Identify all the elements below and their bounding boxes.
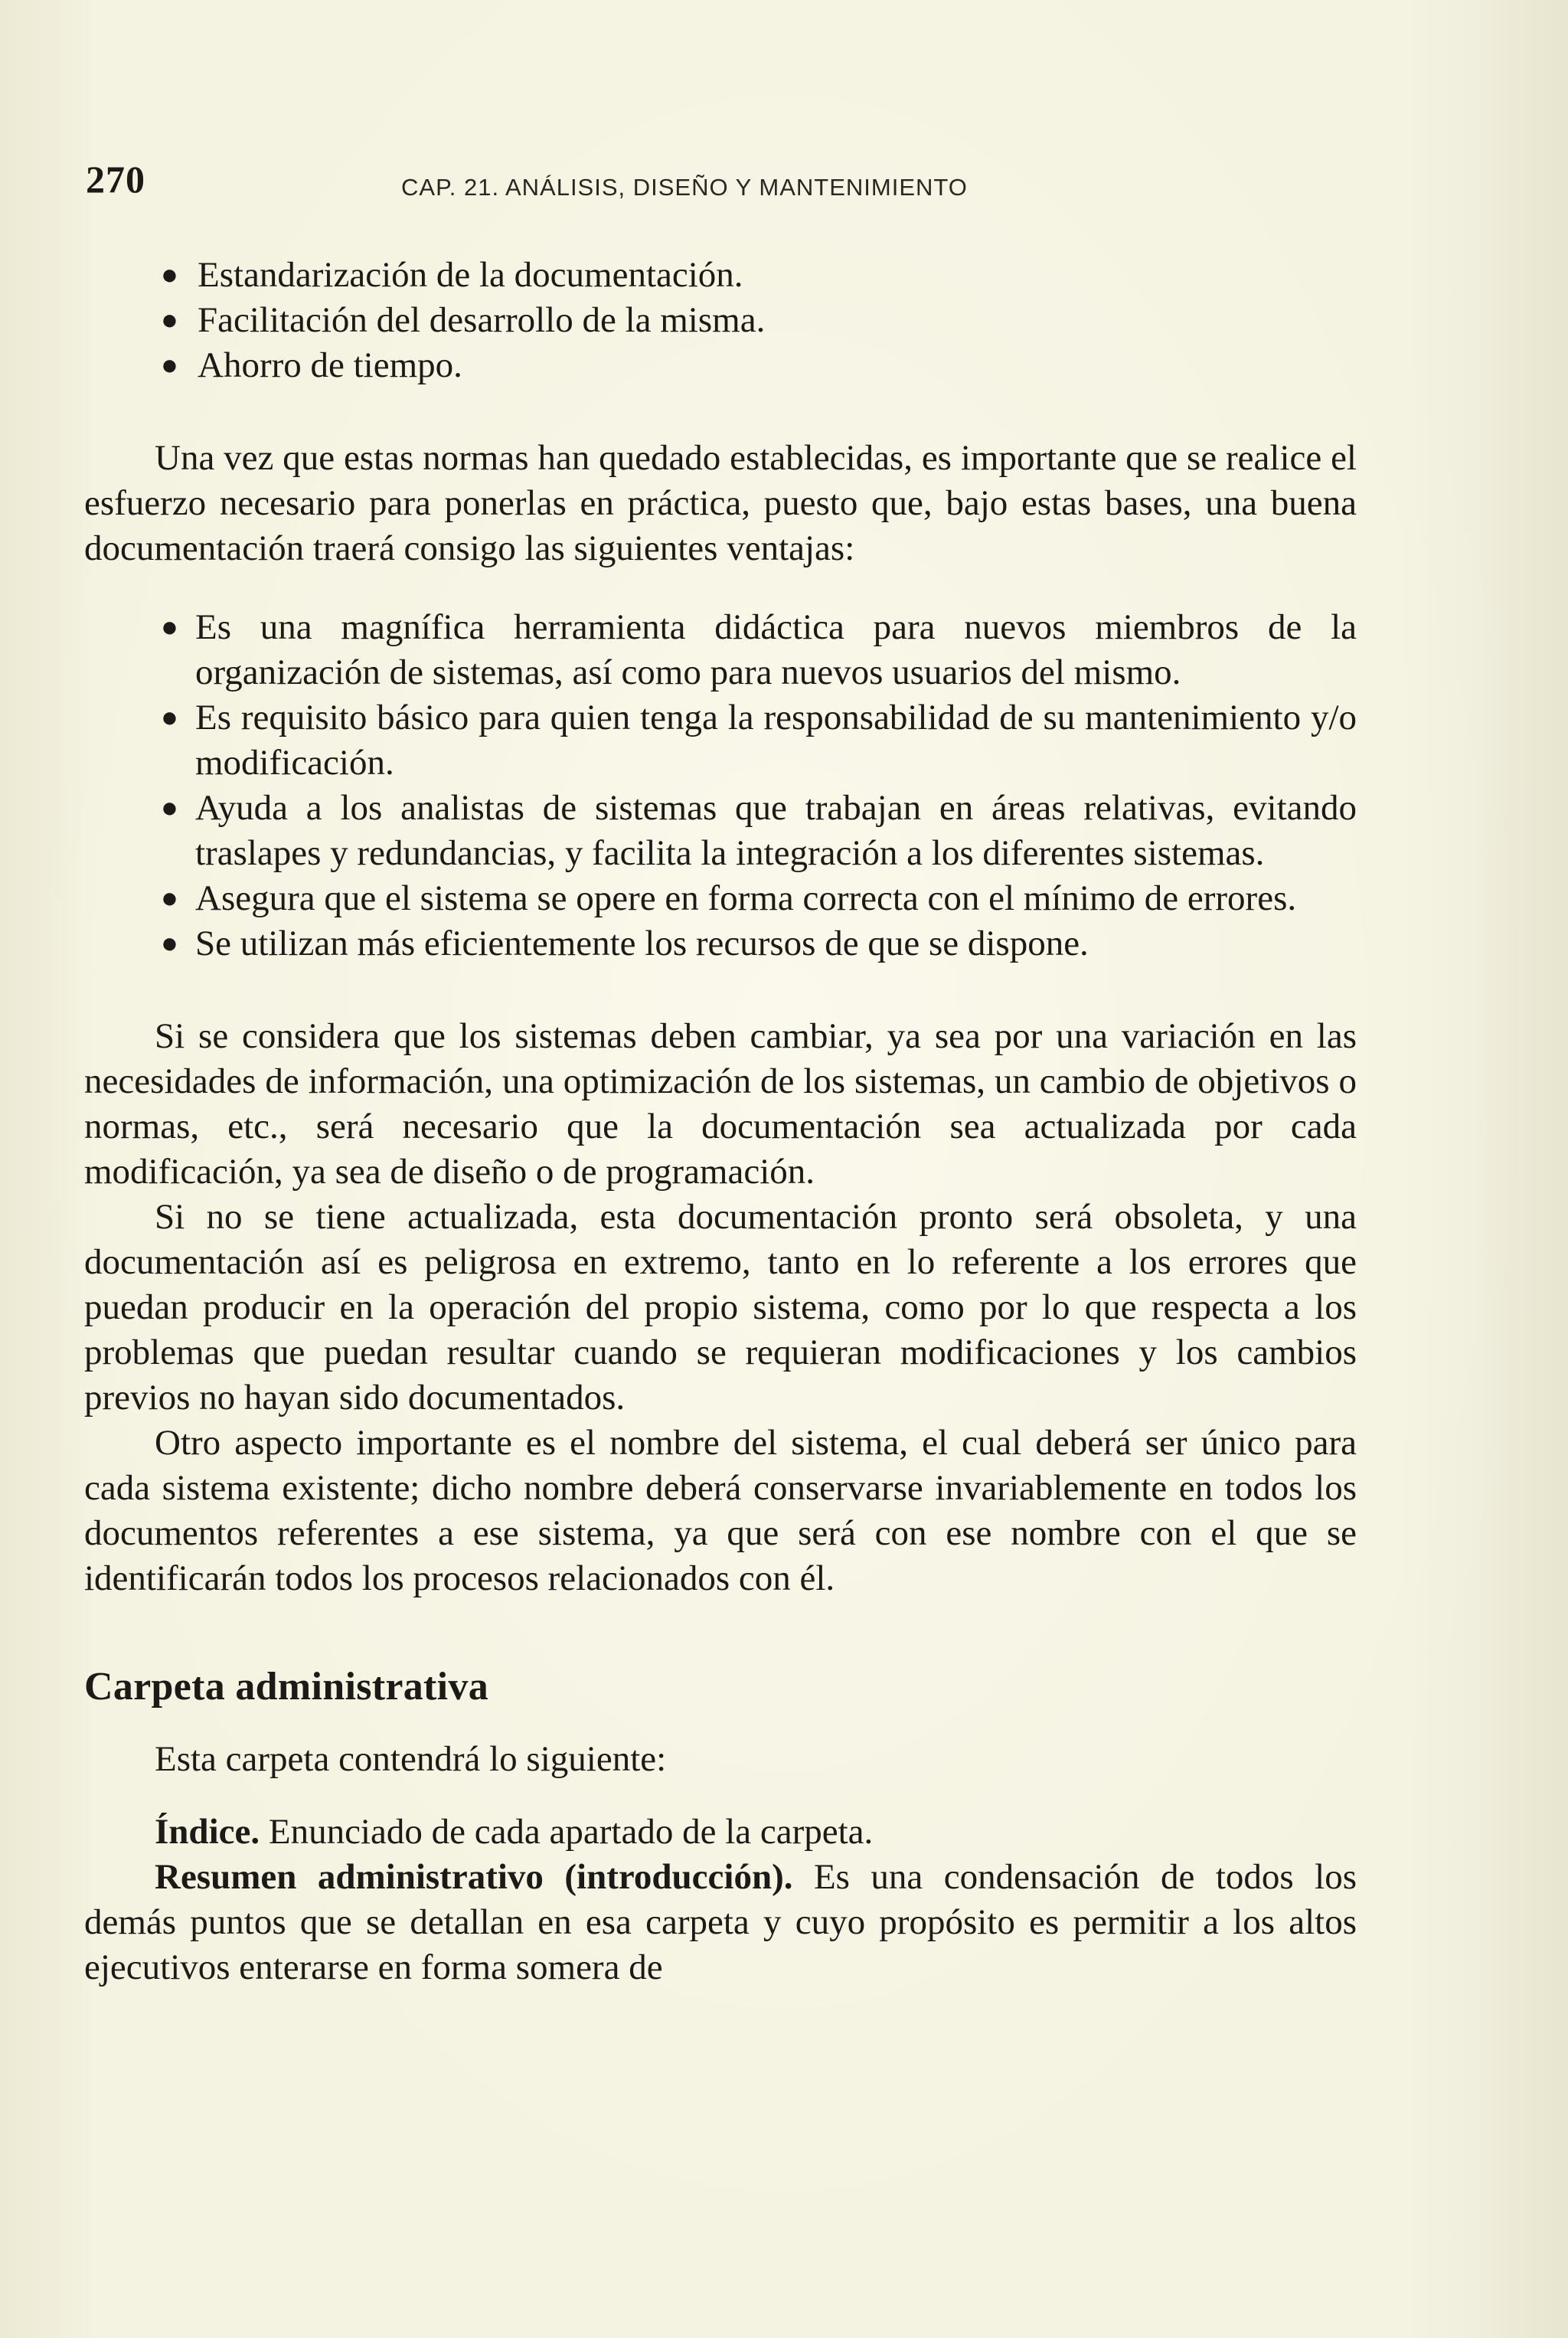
bullet-icon: ● (161, 611, 178, 643)
section-heading: Carpeta administrativa (84, 1665, 488, 1709)
objectives-list (84, 253, 1357, 388)
advantages-list (84, 605, 1357, 966)
list-item: ● Ayuda a los analistas de sistemas que trabajan en áreas relativas, evitando traslapes y redundancias, y facilita la integración a los diferentes sistemas. (84, 786, 1357, 876)
list-item: ● Es requisito básico para quien tenga la responsabilidad de su mantenimiento y/o modificación. (84, 695, 1357, 786)
bullet-icon: ● (161, 304, 178, 336)
definition-text: Es una condensación de todos los demás puntos que se detallan en esa carpeta y cuyo propósito es permitir a los altos ejecutivos enterarse en forma somera de (84, 1857, 1357, 1987)
paragraph: Si se considera que los sistemas deben cambiar, ya sea por una variación en las necesidades de información, una optimización de los sistemas, un cambio de objetivos o normas, etc., será necesario que la documentación sea actualizada por cada modificación, ya sea de diseño o de programación. (84, 1016, 1357, 1192)
section-intro: Esta carpeta contendrá lo siguiente: (155, 1739, 667, 1779)
definition-term: Resumen administrativo (introducción). (155, 1857, 793, 1897)
page-edge-shadow (1401, 0, 1568, 2338)
definition-term: Índice. (155, 1812, 260, 1852)
page-body (84, 253, 1357, 1990)
list-item: ● Ahorro de tiempo. (84, 343, 1357, 388)
definition-item (84, 1855, 1357, 1990)
paragraph: Una vez que estas normas han quedado establecidas, es importante que se realice el esfuerzo necesario para ponerlas en práctica, puesto que, bajo estas bases, una buena documentación traerá consigo las siguientes ventajas: (84, 438, 1357, 568)
list-item: ● Asegura que el sistema se opere en forma correcta con el mínimo de errores. (84, 876, 1357, 921)
bullet-icon: ● (161, 259, 178, 291)
paragraph: Si no se tiene actualizada, esta documentación pronto será obsoleta, y una documentación así es peligrosa en extremo, tanto en lo referente a los errores que puedan producir en la operación del propio sistema, como por lo que respecta a los problemas que puedan resultar cuando se requieran modificaciones y los cambios previos no hayan sido documentados. (84, 1197, 1357, 1418)
bullet-icon: ● (161, 882, 178, 914)
list-item: ● Se utilizan más eficientemente los recursos de que se dispone. (84, 921, 1357, 966)
page-header (86, 157, 1479, 211)
bullet-icon: ● (161, 927, 178, 960)
bullet-icon: ● (161, 349, 178, 381)
paragraph: Otro aspecto importante es el nombre del sistema, el cual deberá ser único para cada sistema existente; dicho nombre deberá conservarse invariablemente en todos los documentos referentes a ese sistema, ya que será con ese nombre con el que se identificarán todos los procesos relacionados con él. (84, 1423, 1357, 1598)
bullet-icon: ● (161, 792, 178, 824)
page-number: 270 (86, 158, 145, 201)
running-head: CAP. 21. ANÁLISIS, DISEÑO Y MANTENIMIENTO (401, 174, 968, 201)
list-item: ● Estandarización de la documentación. (84, 253, 1357, 298)
bullet-icon: ● (161, 701, 178, 734)
list-item: ● Es una magnífica herramienta didáctica para nuevos miembros de la organización de sistemas, así como para nuevos usuarios del mismo. (84, 605, 1357, 695)
list-item: ● Facilitación del desarrollo de la misma. (84, 298, 1357, 343)
definition-text: Enunciado de cada apartado de la carpeta. (268, 1812, 874, 1852)
definition-item (84, 1810, 1357, 1855)
